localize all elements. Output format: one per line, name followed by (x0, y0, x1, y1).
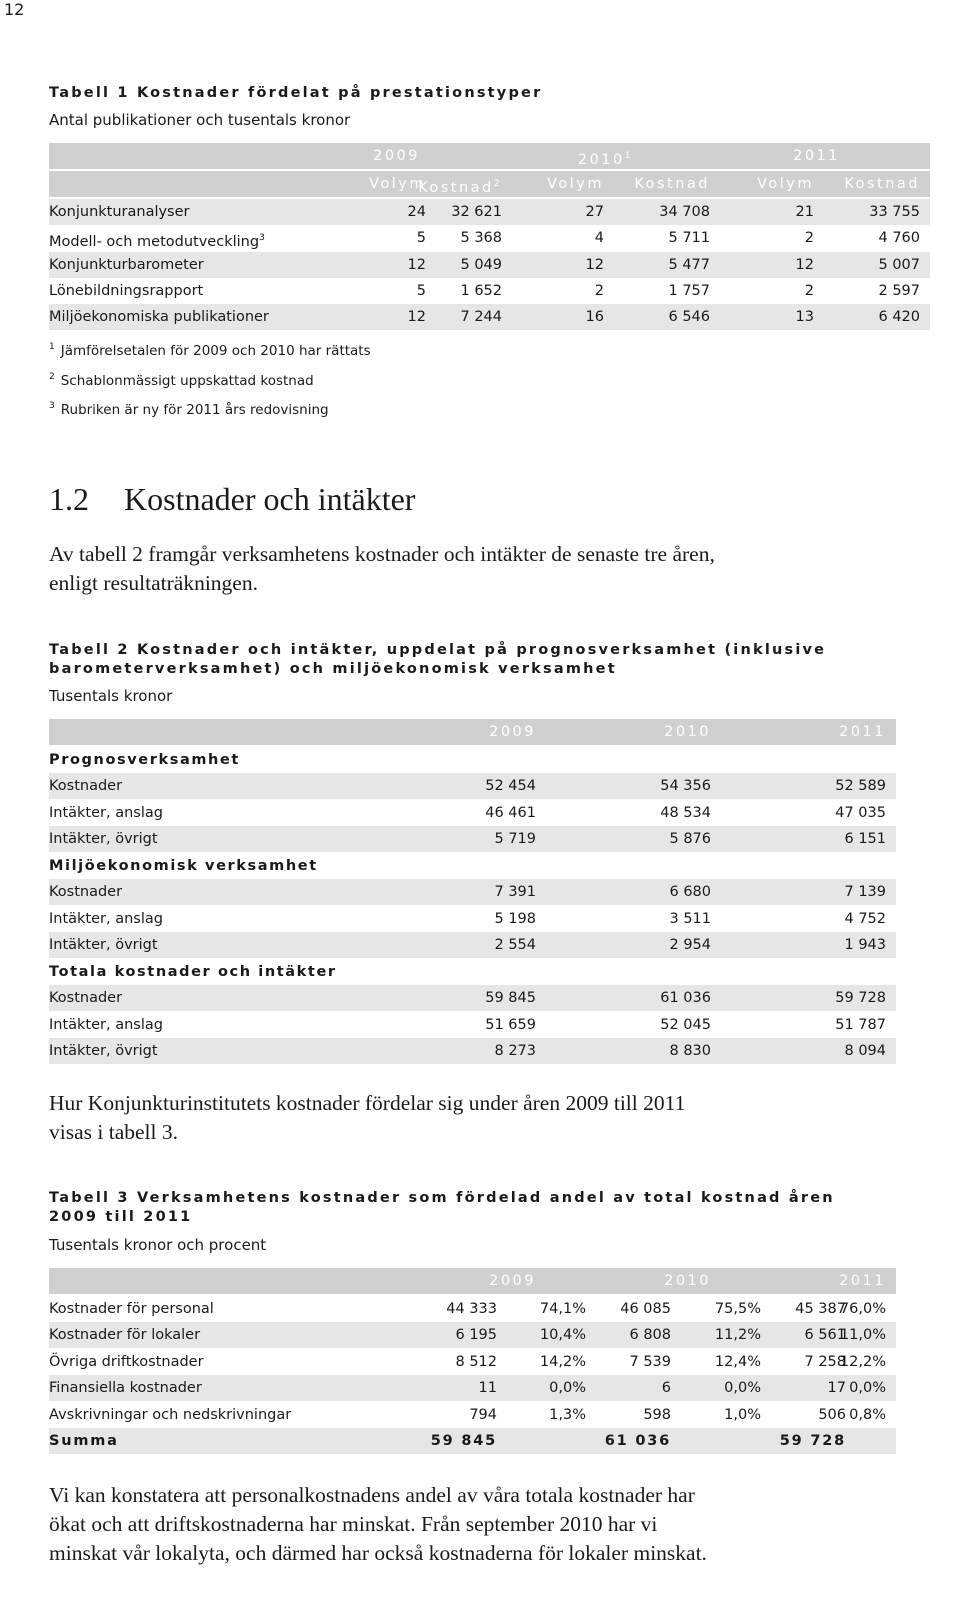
table3-row (49, 1349, 896, 1375)
table2-section-header (49, 747, 896, 773)
paragraph-2: Hur Konjunkturinstitutets kostnader fördelar sig under åren 2009 till 2011 visas i tabell 3. (49, 1091, 686, 1144)
table2-cell: 48 534 (660, 804, 711, 821)
table3-cell: 17 (827, 1380, 846, 1397)
col-volym-2010: Volym (547, 176, 604, 192)
table1-cell: 5 711 (668, 230, 710, 247)
table2-subtitle: Tusentals kronor (49, 687, 173, 705)
table3-cell: 506 (818, 1406, 846, 1423)
table3-cell: 598 (643, 1406, 671, 1423)
table1-cell: 1 757 (668, 282, 710, 299)
table2-cell: 51 659 (485, 1016, 536, 1033)
table2-cell: 46 461 (485, 804, 536, 821)
table2-cell: 5 198 (494, 910, 536, 927)
table2-row-label: Kostnader (49, 778, 123, 795)
table3-cell: 12,2% (839, 1353, 886, 1370)
table2-section-label: Miljöekonomisk verksamhet (49, 857, 318, 874)
table2-cell: 6 680 (669, 884, 711, 901)
table2-row (49, 906, 896, 932)
table1-year-header (49, 143, 930, 169)
table1-row-label: Miljöekonomiska publikationer (49, 309, 269, 326)
table3-subtitle: Tusentals kronor och procent (49, 1236, 267, 1254)
table3-cell: 76,0% (839, 1301, 886, 1317)
table1-cell: 12 (795, 256, 814, 273)
table2-section-label: Prognosverksamhet (49, 752, 240, 768)
table2-row-label: Intäkter, anslag (49, 804, 163, 821)
col-kostnad-2010: Kostnad (634, 176, 710, 192)
table3-cell: 74,1% (539, 1301, 586, 1317)
table2-cell: 61 036 (660, 990, 711, 1007)
table3-cell: 11 (478, 1380, 497, 1397)
table3-cell: 0,0% (549, 1380, 586, 1397)
table1-cell: 27 (585, 204, 604, 220)
table3-cell: 11,2% (714, 1327, 761, 1344)
table1-cell: 12 (585, 256, 604, 273)
table1-cell: 5 (416, 282, 426, 299)
table1-cell: 2 (804, 230, 814, 247)
table1-footnote-3: $^3$ Rubriken är ny för 2011 års redovisning (49, 401, 329, 418)
table3-cell: 1,0% (724, 1406, 761, 1423)
table3-cell: 45 387 (795, 1301, 846, 1317)
table2-title: Tabell 2 Kostnader och intäkter, uppdelat på prognosverksamhet (inklusive barometerverksamhet) och miljöekonomisk verksamhet (49, 642, 827, 677)
table1-column-header (49, 171, 930, 197)
table3-cell: 1,3% (549, 1406, 586, 1423)
table3-title: Tabell 3 Verksamhetens kostnader som fördelad andel av total kostnad åren 2009 till 2011 (49, 1190, 835, 1225)
table1-cell: 5 368 (460, 230, 502, 247)
table3-row (49, 1296, 896, 1322)
table2-year-2011: 2011 (839, 724, 886, 740)
table2-row (49, 826, 896, 852)
paragraph-1: Av tabell 2 framgår verksamhetens kostnader och intäkter de senaste tre åren, enligt resultaträkningen. (49, 542, 715, 595)
table3-cell: 6 808 (629, 1327, 671, 1344)
table2-cell: 5 719 (494, 831, 536, 848)
table2-cell: 7 391 (494, 884, 536, 901)
table1-cell: 16 (585, 309, 604, 326)
table3-row (49, 1402, 896, 1428)
table1-title: Tabell 1 Kostnader fördelat på prestationstyper (49, 85, 543, 101)
table1-year-2010: 2010$^1$ (577, 151, 633, 168)
table1-row (49, 304, 930, 330)
table3-cell: 6 561 (804, 1327, 846, 1344)
table3-cell: 12,4% (714, 1353, 761, 1370)
table1-cell: 6 546 (668, 309, 710, 326)
table3-year-2010: 2010 (664, 1273, 711, 1289)
table2-cell: 7 139 (844, 884, 886, 901)
table3-cell: 0,0% (724, 1380, 761, 1397)
table1-cell: 1 652 (460, 282, 502, 299)
table2-section-header (49, 853, 896, 879)
col-volym-2011: Volym (757, 176, 814, 192)
table3-cell: 0,8% (849, 1406, 886, 1423)
table1-cell: 5 477 (668, 256, 710, 273)
table2-cell: 2 554 (494, 937, 536, 954)
table3-year-2009: 2009 (489, 1273, 536, 1289)
table2-row (49, 1012, 896, 1038)
table2-cell: 5 876 (669, 831, 711, 848)
table2-section-header (49, 959, 896, 985)
table3-row-label: Övriga driftkostnader (49, 1353, 204, 1370)
table3-cell: 7 258 (804, 1353, 846, 1370)
table2-cell: 59 845 (485, 990, 536, 1007)
table2-cell: 52 045 (660, 1016, 711, 1033)
table1-cell: 5 049 (460, 256, 502, 273)
col-kostnad-2011: Kostnad (844, 176, 920, 192)
table1-cell: 24 (407, 204, 426, 220)
table1-row (49, 278, 930, 304)
table3-sum-row (49, 1428, 896, 1454)
table2-row-label: Intäkter, övrigt (49, 831, 158, 848)
table1-cell: 12 (407, 309, 426, 326)
table1-row (49, 252, 930, 278)
table3-row (49, 1322, 896, 1348)
table2-cell: 52 454 (485, 778, 536, 795)
table1-row-label: Konjunkturanalyser (49, 204, 190, 220)
table1-cell: 34 708 (659, 204, 710, 220)
table2-row-label: Kostnader (49, 884, 123, 901)
table1-cell: 7 244 (460, 309, 502, 326)
table1-row (49, 225, 930, 251)
table3-row-label: Finansiella kostnader (49, 1380, 202, 1397)
table2-cell: 54 356 (660, 778, 711, 795)
table1-cell: 2 (594, 282, 604, 299)
table3-cell: 6 195 (455, 1327, 497, 1344)
table2-row (49, 773, 896, 799)
table3-cell: 6 (661, 1380, 671, 1397)
table1-cell: 2 (804, 282, 814, 299)
table1-year-2009: 2009 (373, 148, 420, 164)
table1-footnote-2: $^2$ Schablonmässigt uppskattad kostnad (49, 372, 314, 389)
table2-row-label: Intäkter, anslag (49, 1016, 163, 1033)
table2-year-2010: 2010 (664, 724, 711, 740)
table1-cell: 4 760 (878, 230, 920, 247)
table1-cell: 6 420 (878, 309, 920, 326)
table3-sum-cell: 61 036 (604, 1433, 671, 1449)
table2-cell: 1 943 (844, 937, 886, 954)
table1-cell: 2 597 (878, 282, 920, 299)
table1-year-2011: 2011 (793, 148, 840, 164)
table2-section-label: Totala kostnader och intäkter (49, 963, 337, 980)
table3-cell: 0,0% (849, 1380, 886, 1397)
table2-row (49, 985, 896, 1011)
table1-cell: 5 (416, 230, 426, 247)
table2-row-label: Intäkter, övrigt (49, 937, 158, 954)
table2-cell: 8 273 (494, 1042, 536, 1059)
table2-row (49, 800, 896, 826)
table3-cell: 11,0% (839, 1327, 886, 1344)
table1-row-label: Modell- och metodutveckling$^3$ (49, 233, 265, 251)
table3-cell: 8 512 (455, 1353, 497, 1370)
col-volym-2009: Volym (369, 176, 426, 192)
table2-row (49, 879, 896, 905)
table3-sum-cell: 59 845 (430, 1433, 497, 1449)
table3-row (49, 1375, 896, 1401)
table3-cell: 7 539 (629, 1353, 671, 1370)
table2-cell: 8 830 (669, 1042, 711, 1059)
table3-row-label: Avskrivningar och nedskrivningar (49, 1406, 292, 1423)
table2-row-label: Intäkter, övrigt (49, 1042, 158, 1059)
table2-cell: 2 954 (669, 937, 711, 954)
table2-year-2009: 2009 (489, 724, 536, 740)
table3-sum-cell: 59 728 (779, 1433, 846, 1449)
table3-cell: 10,4% (539, 1327, 586, 1344)
table2-cell: 4 752 (844, 910, 886, 927)
table2-cell: 6 151 (844, 831, 886, 848)
table2-cell: 51 787 (835, 1016, 886, 1033)
col-kostnad-2009: Kostnad$^2$ (418, 179, 502, 196)
table2-row-label: Kostnader (49, 990, 123, 1007)
table3-row-label: Kostnader för lokaler (49, 1327, 201, 1344)
table2-cell: 8 094 (844, 1042, 886, 1059)
table1-subtitle: Antal publikationer och tusentals kronor (49, 111, 351, 129)
paragraph-3: Vi kan konstatera att personalkostnadens andel av våra totala kostnader har ökat och att driftskostnaderna har minskat. Från september 2010 har vi minskat vår lokalyta, och därmed har också kostnaderna för lokaler minskat. (49, 1483, 707, 1565)
table2-row-label: Intäkter, anslag (49, 910, 163, 927)
table2-cell: 59 728 (835, 990, 886, 1007)
table2-cell: 52 589 (835, 778, 886, 795)
table1-row-label: Konjunkturbarometer (49, 256, 204, 273)
table1-cell: 32 621 (451, 204, 502, 220)
table3-year-2011: 2011 (839, 1273, 886, 1289)
table3-cell: 14,2% (539, 1353, 586, 1370)
table3-cell: 794 (469, 1406, 497, 1423)
table2-cell: 3 511 (669, 910, 711, 927)
table3-cell: 46 085 (620, 1301, 671, 1317)
table1-row-label: Lönebildningsrapport (49, 282, 204, 299)
table3-year-header (49, 1268, 896, 1294)
table1-cell: 33 755 (869, 204, 920, 220)
section-heading (49, 481, 415, 518)
table1-cell: 13 (795, 309, 814, 326)
table3-sum-label: Summa (49, 1433, 119, 1449)
table1-footnote-1: $^1$ Jämförelsetalen för 2009 och 2010 har rättats (49, 342, 371, 359)
table3-row-label: Kostnader för personal (49, 1301, 214, 1317)
page-number: 12 (4, 0, 25, 19)
table1-cell: 12 (407, 256, 426, 273)
table1-cell: 4 (594, 230, 604, 247)
table2-cell: 47 035 (835, 804, 886, 821)
table1-row (49, 199, 930, 225)
table2-year-header (49, 719, 896, 745)
table3-cell: 75,5% (714, 1301, 761, 1317)
table2-row (49, 1038, 896, 1064)
table3-cell: 44 333 (446, 1301, 497, 1317)
table1-cell: 21 (795, 204, 814, 220)
table1-cell: 5 007 (878, 256, 920, 273)
section-number: 1.2 (49, 481, 89, 517)
table2-row (49, 932, 896, 958)
section-title: Kostnader och intäkter (124, 481, 416, 517)
